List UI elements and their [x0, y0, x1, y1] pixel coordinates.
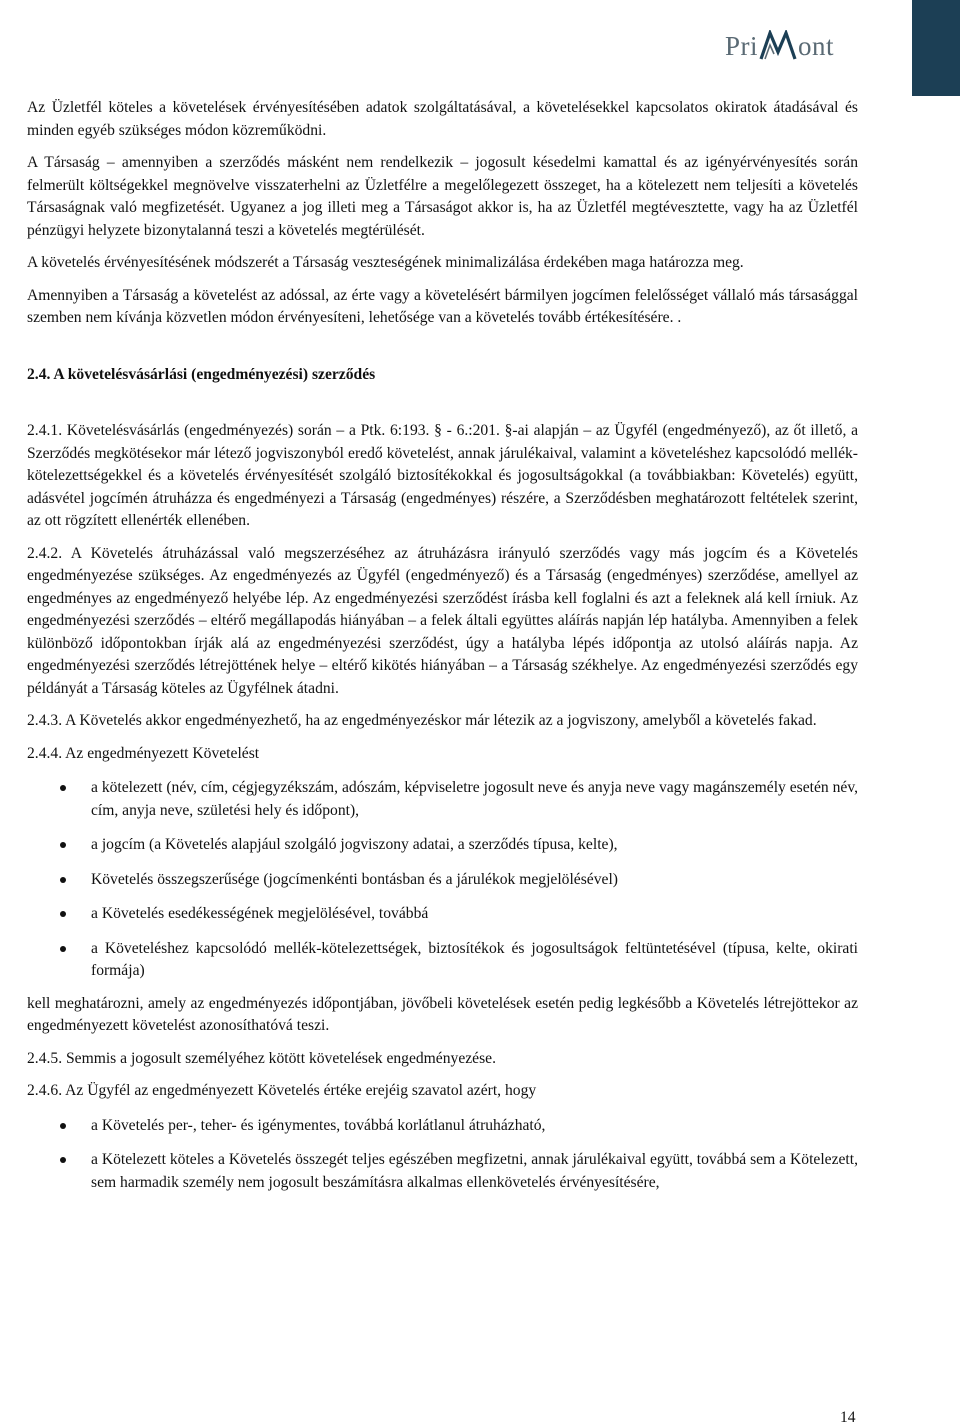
clause-2-4-4: 2.4.4. Az engedményezett Követelést: [27, 744, 260, 762]
claim-identification-list: [27, 777, 858, 983]
paragraph-resale: Amennyiben a Társaság a követelést az adóssal, az érte vagy a követelésért bármilyen jogcímen felelősséget vállaló más társasággal szemben nem kívánja közvetlen módon érvényesíteni, lehetősége van a követelés tovább értékesítésére. .: [27, 286, 858, 326]
clause-2-4-4-tail: kell meghatározni, amely az engedményezés időpontjában, jövőbeli követelések esetén pedig legkésőbb a Követelés létrejöttekor az engedményezett követelést azonosíthatóvá teszi.: [27, 994, 858, 1034]
paragraph-recharge: A Társaság – amennyiben a szerződés másként nem rendelkezik – jogosult késedelmi kamattal és az igényérvényesítés során felmerült költségekkel megnövelve visszaterhelni az Üzletfélre a megelőlegezett összeget, ha a kötelezett nem teljesíti a követelés Társaságnak való megfizetését. Ugyanez a jog illeti meg a Társaságot akkor is, ha az Üzletfél megtévesztette, vagy ha az Üzletfél pénzügyi helyzete bizonytalanná teszi a követelés megtérülését.: [27, 154, 858, 239]
section-heading: 2.4. A követelésvásárlási (engedményezési) szerződés: [27, 365, 376, 383]
clause-2-4-2: 2.4.2. A Követelés átruházással való megszerzéséhez az átruházásra irányuló szerződés vagy más jogcím és a Követelés engedményezése szükséges. Az engedményezés az Ügyfél (engedményező) és a Társaság (engedményes) szerződése, amellyel az engedményes az engedményező helyébe lép. Az engedményezési szerződést írásba kell foglalni és azt a feleknek alá kell írniuk. Az engedményezési szerződés – eltérő megállapodás hiányában – a felek általi együttes aláírás napján lép hatályba. Amennyiben a felek különböző időpontokban írják alá az engedményezési szerződést, úgy a hatályba lépés időpontja az utolsó aláírás napja. Az engedményezési szerződés létrejöttének helye – eltérő kikötés hiányában – a Társaság székhelye. Az engedményezési szerződés egy példányát a Társaság köteles az Ügyfélnek átadni.: [27, 544, 858, 697]
document-body: [27, 97, 858, 1194]
paragraph-enforcement-method: A követelés érvényesítésének módszerét a Társaság veszteségének minimalizálása érdekében maga határozza meg.: [27, 254, 744, 271]
clause-2-4-1: 2.4.1. Követelésvásárlás (engedményezés) során – a Ptk. 6:193. § - 6.:201. §-ai alapján – az Ügyfél (engedményező), az őt illető, a Szerződés megkötésekor már létező jogviszonyból eredő követelést, annak járulékaival, valamint a követeléshez kapcsolódó mellék-kötelezettségekkel és a követelés érvényesítését szolgáló biztosítékokkal és jogosultságokkal (a továbbiakban: Követelés) együtt, adásvétel jogcímén átruházza és engedményezi a Társaság (engedményes) részére, a Szerződésben meghatározott feltételek szerint, az ott rögzített ellenérték ellenében.: [27, 422, 858, 529]
logo-text-left: Pri: [725, 31, 759, 61]
list-item: a Követelés per-, teher- és igénymentes, továbbá korlátlanul átruházható,: [27, 1115, 858, 1138]
page-number: 14: [840, 1409, 856, 1426]
list-item: a Kötelezett köteles a Követelés összegét teljes egészében megfizetni, annak járulékaival együtt, továbbá sem a Kötelezett, sem harmadik személy nem jogosult beszámításra alkalmas ellenkövetelés érvényesítésére,: [27, 1149, 858, 1194]
mountain-m-icon: [759, 30, 797, 60]
paragraph-cooperation: Az Üzletfél köteles a követelések érvényesítésében adatok szolgáltatásával, a követelésekkel kapcsolatos okiratok átadásával és minden egyéb szükséges módon közreműködni.: [27, 99, 858, 139]
warranty-list: [27, 1115, 858, 1195]
clause-2-4-5: 2.4.5. Semmis a jogosult személyéhez kötött követelések engedményezése.: [27, 1049, 496, 1067]
header-color-band: [912, 0, 960, 96]
clause-2-4-3: 2.4.3. A Követelés akkor engedményezhető, ha az engedményezéskor már létezik az a jogviszony, amelyből a követelés fakad.: [27, 712, 817, 729]
list-item: Követelés összegszerűsége (jogcímenkénti bontásban és a járulékok megjelölésével): [27, 869, 858, 892]
list-item: a jogcím (a Követelés alapjául szolgáló jogviszony adatai, a szerződés típusa, kelte),: [27, 834, 858, 857]
clause-2-4-6: 2.4.6. Az Ügyfél az engedményezett Követelés értéke erejéig szavatol azért, hogy: [27, 1082, 537, 1099]
list-item: a Követelés esedékességének megjelölésével, továbbá: [27, 903, 858, 926]
list-item: a kötelezett (név, cím, cégjegyzékszám, adószám, képviseletre jogosult neve és anyja neve vagy magánszemély esetén név, cím, anyja neve, születési hely és időpont),: [27, 777, 858, 822]
primont-logo: [725, 26, 834, 60]
list-item: a Követeléshez kapcsolódó mellék-kötelezettségek, biztosítékok és jogosultságok feltüntetésével (típusa, kelte, okirati formája): [27, 938, 858, 983]
logo-text-right: ont: [798, 31, 835, 61]
